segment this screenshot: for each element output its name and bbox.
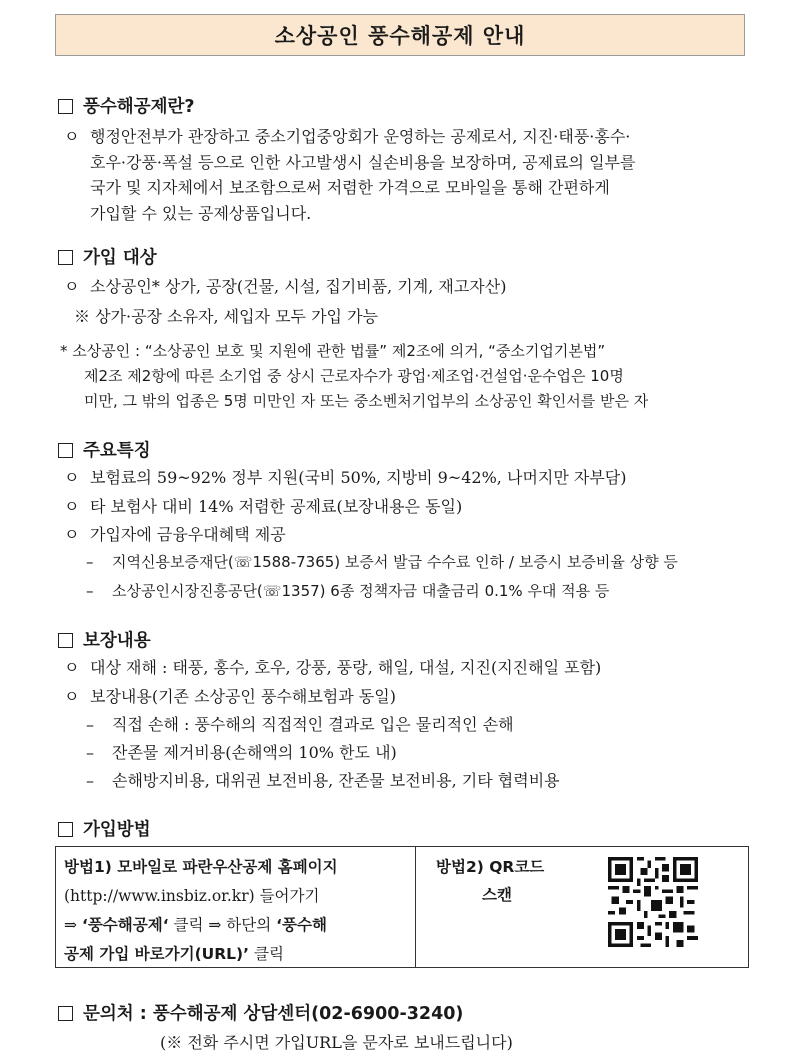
feature-item: ㅇ 가입자에 금융우대혜택 제공	[64, 522, 286, 545]
checkbox-square-icon	[58, 822, 73, 837]
method2-cell	[416, 847, 747, 967]
method1-url[interactable]: (http://www.insbiz.or.kr) 들어가기	[64, 887, 320, 905]
method1-step1: ⇒ ‘풍수해공제‘ 클릭 ⇒ 하단의 ‘풍수해	[64, 916, 327, 934]
feature-subitem: – 지역신용보증재단(☏1588-7365) 보증서 발급 수수료 인하 / 보증시 보증비율 상향 등	[86, 553, 678, 571]
checkbox-square-icon	[58, 443, 73, 458]
bullet-icon: ㅇ	[64, 687, 80, 706]
checkbox-square-icon	[58, 250, 73, 265]
method2-label-scan: 스캔	[482, 886, 512, 904]
contact-note: (※ 전화 주시면 가입URL을 문자로 보내드립니다)	[160, 1033, 513, 1052]
bullet-icon: ㅇ	[64, 525, 80, 544]
checkbox-square-icon	[58, 633, 73, 648]
checkbox-square-icon	[58, 99, 73, 114]
signup-method-table	[55, 846, 749, 968]
bullet-icon: ㅇ	[64, 277, 80, 296]
definition-line: ㅇ 행정안전부가 관장하고 중소기업중앙회가 운영하는 공제로서, 지진·태풍·홍수·	[64, 124, 630, 147]
section-heading-signup: 가입방법	[58, 816, 151, 841]
eligibility-note: ※ 상가·공장 소유자, 세입자 모두 가입 가능	[74, 307, 378, 326]
section-heading-features: 주요특징	[58, 437, 151, 462]
coverage-subitem: – 손해방지비용, 대위권 보전비용, 잔존물 보전비용, 기타 협력비용	[86, 771, 560, 790]
section-heading-eligibility: 가입 대상	[58, 244, 157, 269]
definition-line: 국가 및 지자체에서 보조함으로써 저렴한 가격으로 모바일을 통해 간편하게	[90, 178, 610, 197]
section-heading-coverage: 보장내용	[58, 627, 151, 652]
coverage-item: ㅇ 대상 재해 : 태풍, 홍수, 호우, 강풍, 풍랑, 해일, 대설, 지진(지진해일 포함)	[64, 655, 601, 678]
footnote-line: * 소상공인 : “소상공인 보호 및 지원에 관한 법률” 제2조에 의거, “중소기업기본법”	[60, 342, 606, 360]
feature-item: ㅇ 타 보험사 대비 14% 저렴한 공제료(보장내용은 동일)	[64, 494, 462, 517]
bullet-icon: ㅇ	[64, 127, 80, 146]
eligibility-item: ㅇ 소상공인* 상가, 공장(건물, 시설, 집기비품, 기계, 재고자산)	[64, 274, 506, 297]
feature-item: ㅇ 보험료의 59~92% 정부 지원(국비 50%, 지방비 9~42%, 나머지만 자부담)	[64, 465, 627, 488]
contact-line: 문의처 : 풍수해공제 상담센터(02-6900-3240)	[58, 1000, 463, 1025]
bullet-icon: ㅇ	[64, 658, 80, 677]
method1-step2: 공제 가입 바로가기(URL)’ 클릭	[64, 945, 284, 963]
footnote-line: 미만, 그 밖의 업종은 5명 미만인 자 또는 중소벤처기업부의 소상공인 확인서를 받은 자	[84, 392, 649, 410]
footnote-line: 제2조 제2항에 따른 소기업 중 상시 근로자수가 광업·제조업·건설업·운수업은 10명	[84, 367, 624, 385]
definition-line: 호우·강풍·폭설 등으로 인한 사고발생시 실손비용을 보장하며, 공제료의 일부를	[90, 153, 636, 172]
checkbox-square-icon	[58, 1006, 73, 1021]
method2-label: 방법2) QR코드	[436, 858, 545, 876]
method1-cell	[56, 847, 416, 967]
definition-line: 가입할 수 있는 공제상품입니다.	[90, 204, 312, 223]
coverage-subitem: – 잔존물 제거비용(손해액의 10% 한도 내)	[86, 743, 397, 762]
method1-label: 방법1) 모바일로 파란우산공제 홈페이지	[64, 858, 338, 876]
coverage-item: ㅇ 보장내용(기존 소상공인 풍수해보험과 동일)	[64, 684, 396, 707]
bullet-icon: ㅇ	[64, 468, 80, 487]
title-banner	[55, 14, 745, 56]
section-heading-definition: 풍수해공제란?	[58, 93, 195, 118]
page-title: 소상공인 풍수해공제 안내	[274, 24, 526, 48]
qr-code-icon[interactable]	[608, 857, 698, 947]
feature-subitem: – 소상공인시장진흥공단(☏1357) 6종 정책자금 대출금리 0.1% 우대 적용 등	[86, 582, 610, 600]
coverage-subitem: – 직접 손해 : 풍수해의 직접적인 결과로 입은 물리적인 손해	[86, 715, 514, 734]
bullet-icon: ㅇ	[64, 497, 80, 516]
